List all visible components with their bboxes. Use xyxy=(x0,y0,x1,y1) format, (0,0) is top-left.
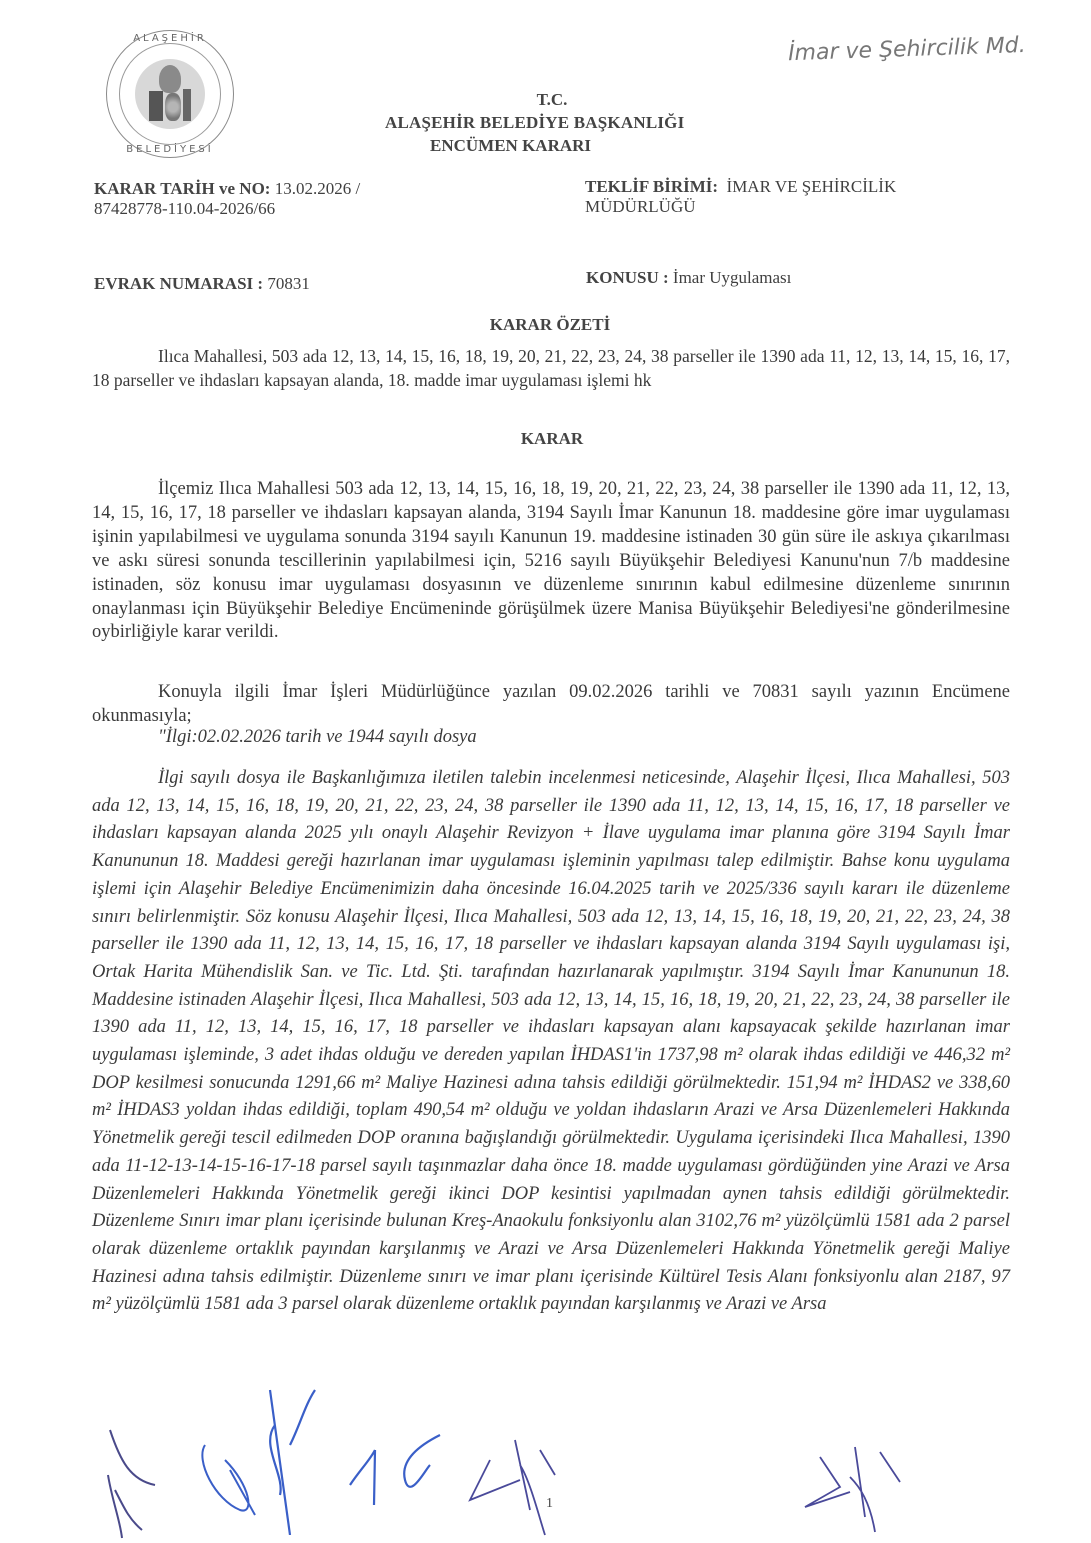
summary-heading: KARAR ÖZETİ xyxy=(489,315,611,334)
summary-text: Ilıca Mahallesi, 503 ada 12, 13, 14, 15, 16, 18, 19, 20, 21, 22, 23, 24, 38 parseller ile 1390 ada 11, 12, 13, 14, 15, 16, 17, 18 parseller ve ihdasları kapsayan alanda, 18. madde imar uygulaması işlemi hk xyxy=(92,346,1010,390)
decision-paragraph-1: İlçemiz Ilıca Mahallesi 503 ada 12, 13, 14, 15, 16, 18, 19, 20, 21, 22, 23, 24, 38 parseller ile 1390 ada 11, 12, 13, 14, 15, 16, 17, 18 parseller ve ihdasları kapsayan alanda, 3194 Sayılı İmar Kanunun 18. maddesine göre imar uygulaması işinin yapılabilmesi ve uygulama sonunda 3194 sayılı Kanunun 19. maddesine istinaden 30 gün süre ile askıya çıkarılması ve askı süresi sonunda tescillerinin yapılabilmesi için, 5216 sayılı Büyükşehir Belediyesi Kanunu'nun 7/b maddesine istinaden, söz konusu imar uygulaması dosyasının ve düzenleme sınırının kabul edilmesine düzenleme sınırının onaylanması için Büyükşehir Belediye Encümeninde görüşülmek üzere Manisa Büyükşehir Belediyesi'ne gönderilmesine oybirliğiyle karar verildi. xyxy=(92,479,1010,643)
decision-number-value: 87428778-110.04-2026/66 xyxy=(94,199,276,218)
handwritten-note: İmar ve Şehircilik Md. xyxy=(787,32,1027,67)
document-number-value: 70831 xyxy=(267,274,310,293)
proposing-unit-value-1: İMAR VE ŞEHİRCİLİK xyxy=(726,177,897,196)
column-icon xyxy=(149,91,163,121)
header-organization: ALAŞEHİR BELEDİYE BAŞKANLIĞI xyxy=(385,113,685,132)
subject xyxy=(586,268,1006,288)
decision-date-value: 13.02.2026 / xyxy=(274,179,361,198)
proposing-unit-value-2: MÜDÜRLÜĞÜ xyxy=(585,197,696,216)
proposing-unit xyxy=(585,177,1005,217)
grapes-icon xyxy=(165,93,181,121)
page-number: 1 xyxy=(546,1496,553,1511)
municipality-logo xyxy=(106,30,234,158)
quoted-report-text: İlgi sayılı dosya ile Başkanlığımıza iletilen talebin incelenmesi neticesinde, Alaşehir İlçesi, Ilıca Mahallesi, 503 ada 12, 13, 14, 15, 16, 18, 19, 20, 21, 22, 23, 24, 38 parseller ile 1390 ada 11, 12, 13, 14, 15, 16, 17, 18 parseller ve ihdasları kapsayan alanda 2025 yılı onaylı Alaşehir Revizyon + İlave uygulama imar planına göre 3194 Sayılı İmar Kanununun 18. Maddesi gereği hazırlanan imar uygulaması işleminin yapılması talep edilmiştir. Bahse konu uygulama işlemi için Alaşehir Belediye Encümenimizin daha öncesinde 16.04.2025 tarih ve 2025/336 sayılı kararı ile düzenleme sınırı belirlenmiştir. Söz konusu Alaşehir İlçesi, Ilıca Mahallesi, 503 ada 12, 13, 14, 15, 16, 18, 19, 20, 21, 22, 23, 24, 38 parseller ile 1390 ada 11, 12, 13, 14, 15, 16, 17, 18 parseller ve ihdasları kapsayan alanda 3194 Sayılı uygulaması işi, Ortak Harita Mühendislik San. ve Tic. Ltd. Şti. tarafından hazırlanarak yapılmıştır. 3194 Sayılı İmar Kanununun 18. Maddesine istinaden Alaşehir İlçesi, Ilıca Mahallesi, 503 ada 12, 13, 14, 15, 16, 18, 19, 20, 21, 22, 23, 24, 38 parseller ile 1390 ada 11, 12, 13, 14, 15, 16, 17, 18 parseller ve ihdasları kapsayan alanı kapsayacak şekilde hazırlanan imar uygulaması işleminde, 3 adet ihdas olduğu ve dereden yapılan İHDAS1'in 1737,98 m² olarak ihdas edildiği ve 446,32 m² DOP kesilmesi sonucunda 1291,66 m² Maliye Hazinesi adına tahsis edildiği görülmektedir. 151,94 m² İHDAS2 ve 338,60 m² İHDAS3 yoldan ihdas edildiği, toplam 490,54 m² olduğu ve yoldan ihdasların Arazi ve Arsa Düzenlemeleri Hakkında Yönetmelik gereği tescil edilmeden DOP oranına bağışlandığı görülmektedir. Uygulama içerisindeki Ilıca Mahallesi, 1390 ada 11-12-13-14-15-16-17-18 parsel sayılı taşınmazlar daha önce 18. madde uygulaması gördüğünden yine Arazi ve Arsa Düzenlemeleri Hakkında Yönetmelik gereği ikinci DOP kesintisi yapılmadan aynen tahsis edildiği görülmektedir. Düzenleme Sınırı imar planı içerisinde bulunan Kreş-Anaokulu fonksiyonlu alan 3102,76 m² yüzölçümlü 1581 ada 2 parsel olarak düzenleme ortaklık payından karşılanmış ve Arazi ve Arsa Düzenlemeleri Hakkında Yönetmelik gereği Maliye Hazinesi adına tahsis edilmiştir. Düzenleme sınırı ve imar planı içerisinde Kültürel Tesis Alanı fonksiyonlu alan 2187, 97 m² yüzölçümlü 1581 ada 3 parsel olarak düzenleme ortaklık payından karşılanmış ve Arazi ve Arsa xyxy=(92,768,1010,1315)
signature-5 xyxy=(460,1430,560,1540)
logo-top-text: ALAŞEHİR xyxy=(133,33,207,44)
grape-leaf-icon xyxy=(159,65,181,93)
decision-heading: KARAR xyxy=(520,429,584,448)
document-number-label: EVRAK NUMARASI : xyxy=(94,274,264,293)
signature-2 xyxy=(195,1440,275,1520)
signature-6 xyxy=(800,1437,910,1537)
decision-date-number xyxy=(94,179,494,219)
decision-paragraph-2: Konuyla ilgili İmar İşleri Müdürlüğünce yazılan 09.02.2026 tarihli ve 70831 sayılı yazının Encümene okunmasıyla; xyxy=(92,682,1010,726)
header-country: T.C. xyxy=(536,90,568,109)
subject-label: KONUSU : xyxy=(586,268,669,287)
reference-line: "İlgi:02.02.2026 tarih ve 1944 sayılı dosya xyxy=(158,727,477,747)
document-number xyxy=(94,274,494,294)
signature-1 xyxy=(100,1420,180,1540)
logo-bottom-text: BELEDİYESİ xyxy=(126,144,214,155)
decision-date-label: KARAR TARİH ve NO: xyxy=(94,179,271,198)
ionic-column-icon xyxy=(183,89,191,121)
signature-3 xyxy=(260,1385,320,1535)
document-title: ENCÜMEN KARARI xyxy=(430,136,592,155)
proposing-unit-label: TEKLİF BİRİMİ: xyxy=(585,177,719,196)
subject-value: İmar Uygulaması xyxy=(672,268,792,287)
signature-4 xyxy=(330,1430,450,1510)
